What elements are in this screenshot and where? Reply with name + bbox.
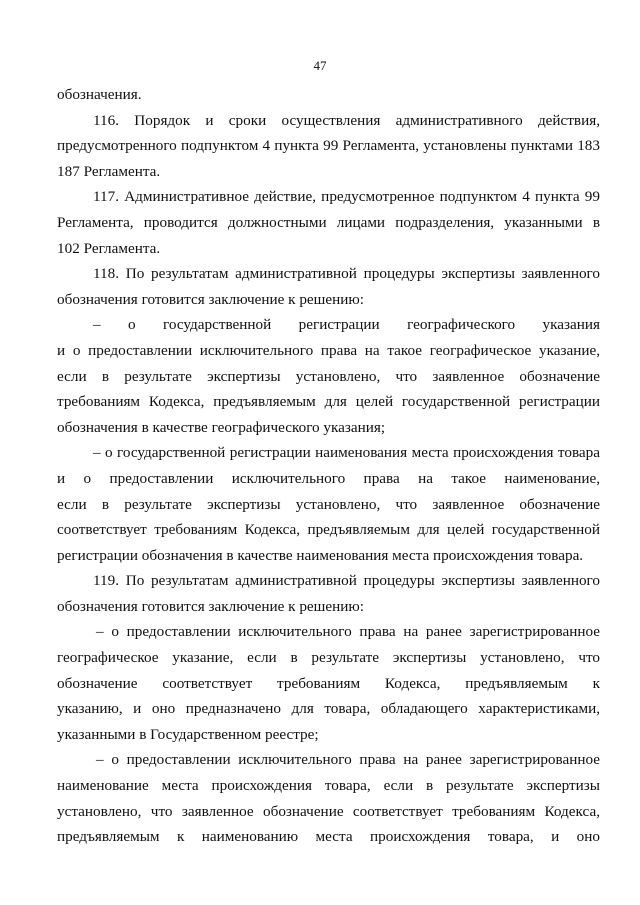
text-line: 117. Административное действие, предусмотренное подпунктом 4 пункта 99 <box>93 188 600 206</box>
text-line: указанными в Государственном реестре; <box>57 725 319 743</box>
text-line: наименование места происхождения товара, если в результате экспертизы <box>57 777 600 795</box>
text-line: предусмотренного подпунктом 4 пункта 99 Регламента, установлены пунктами 183 <box>57 137 600 155</box>
text-line: – о государственной регистрации наименования места происхождения товара <box>93 444 600 462</box>
text-line: обозначение соответствует требованиям Кодекса, предъявляемым к <box>57 674 600 692</box>
text-line: обозначения в качестве географического указания; <box>57 418 386 436</box>
text-line: Регламента, проводится должностными лицами подразделения, указанными в <box>57 213 600 231</box>
text-line: 116. Порядок и сроки осуществления административного действия, <box>93 111 600 129</box>
text-line: если в результате экспертизы установлено, что заявленное обозначение <box>57 495 600 513</box>
text-line: – о предоставлении исключительного права на ранее зарегистрированное <box>96 751 600 769</box>
text-line: – о предоставлении исключительного права на ранее зарегистрированное <box>96 623 600 641</box>
text-line: – о государственной регистрации географического указания <box>93 316 600 334</box>
text-line: обозначения. <box>57 86 142 103</box>
text-line: 102 Регламента. <box>57 239 161 257</box>
text-line: обозначения готовится заключение к решению: <box>57 597 364 615</box>
text-line: 118. По результатам административной процедуры экспертизы заявленного <box>93 265 600 283</box>
text-line: 119. По результатам административной процедуры экспертизы заявленного <box>93 572 600 590</box>
text-line: и о предоставлении исключительного права на такое географическое указание, <box>57 341 600 359</box>
text-line: соответствует требованиям Кодекса, предъявляемым для целей государственной <box>57 521 600 539</box>
text-line: предъявляемым к наименованию места происхождения товара, и оно <box>57 828 600 846</box>
text-line: географическое указание, если в результате экспертизы установлено, что <box>57 649 600 667</box>
document-body <box>57 82 600 850</box>
text-line: указанию, и оно предназначено для товара, обладающего характеристиками, <box>57 700 600 718</box>
text-line: 187 Регламента. <box>57 162 161 180</box>
page-number: 47 <box>313 58 327 73</box>
text-line: и о предоставлении исключительного права на такое наименование, <box>57 469 600 487</box>
text-line: обозначения готовится заключение к решению: <box>57 290 364 308</box>
text-line: регистрации обозначения в качестве наименования места происхождения товара. <box>57 546 584 564</box>
text-line: требованиям Кодекса, предъявляемым для целей государственной регистрации <box>57 393 600 411</box>
text-line: если в результате экспертизы установлено, что заявленное обозначение <box>57 367 600 385</box>
text-line: установлено, что заявленное обозначение соответствует требованиям Кодекса, <box>57 802 600 820</box>
